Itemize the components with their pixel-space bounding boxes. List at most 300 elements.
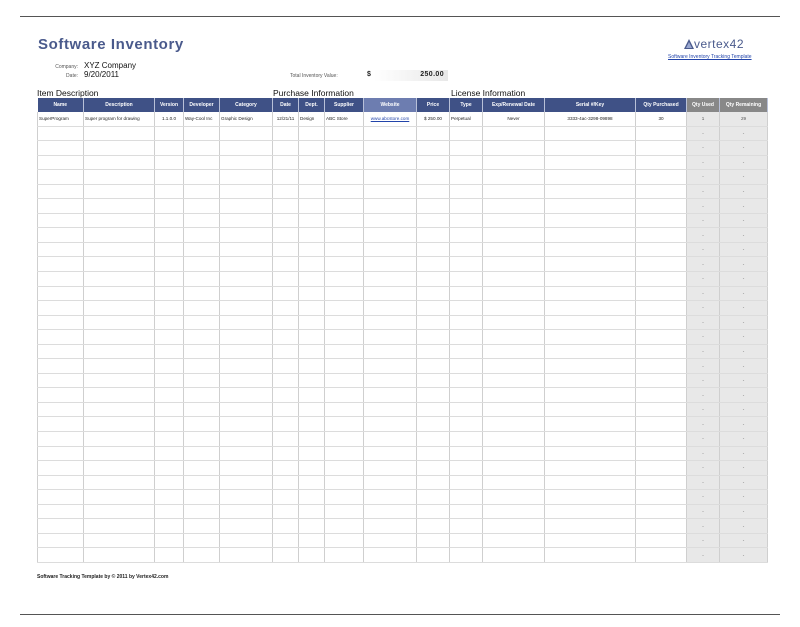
table-cell[interactable] [450, 272, 483, 287]
table-cell[interactable] [636, 359, 687, 374]
table-cell[interactable] [84, 519, 155, 534]
table-cell[interactable] [220, 519, 273, 534]
table-cell[interactable] [299, 199, 325, 214]
table-cell[interactable] [38, 315, 84, 330]
table-cell[interactable] [417, 272, 450, 287]
table-cell[interactable] [38, 344, 84, 359]
table-cell[interactable]: 30 [636, 112, 687, 126]
table-cell[interactable] [220, 141, 273, 156]
table-cell[interactable] [545, 359, 636, 374]
table-cell[interactable] [325, 228, 364, 243]
table-cell[interactable] [483, 548, 545, 563]
table-cell[interactable] [184, 388, 220, 403]
table-cell[interactable] [38, 242, 84, 257]
table-cell[interactable] [273, 228, 299, 243]
table-cell[interactable] [417, 155, 450, 170]
table-cell[interactable] [184, 213, 220, 228]
table-cell[interactable] [38, 461, 84, 476]
table-cell[interactable] [155, 548, 184, 563]
table-cell[interactable] [84, 141, 155, 156]
table-cell[interactable] [273, 417, 299, 432]
table-cell[interactable] [84, 301, 155, 316]
table-cell[interactable]: - [687, 286, 720, 301]
table-cell[interactable] [184, 548, 220, 563]
table-cell[interactable] [364, 199, 417, 214]
table-cell[interactable]: Design [299, 112, 325, 126]
table-cell[interactable] [450, 184, 483, 199]
table-cell[interactable]: - [720, 402, 768, 417]
table-cell[interactable] [84, 446, 155, 461]
table-cell[interactable] [636, 257, 687, 272]
table-cell[interactable] [545, 446, 636, 461]
table-cell[interactable]: - [687, 432, 720, 447]
table-cell[interactable] [364, 373, 417, 388]
table-cell[interactable] [184, 184, 220, 199]
table-cell[interactable] [299, 432, 325, 447]
table-cell[interactable] [325, 170, 364, 185]
table-cell[interactable]: ABC Store [325, 112, 364, 126]
table-cell[interactable]: - [687, 388, 720, 403]
table-cell[interactable] [220, 330, 273, 345]
table-cell[interactable] [450, 330, 483, 345]
table-cell[interactable] [417, 388, 450, 403]
table-cell[interactable]: - [687, 344, 720, 359]
table-cell[interactable] [636, 490, 687, 505]
table-cell[interactable] [483, 490, 545, 505]
table-cell[interactable] [220, 548, 273, 563]
table-cell[interactable] [364, 446, 417, 461]
table-cell[interactable] [184, 344, 220, 359]
table-cell[interactable] [417, 533, 450, 548]
table-cell[interactable] [155, 141, 184, 156]
table-cell[interactable] [184, 170, 220, 185]
table-cell[interactable]: - [687, 257, 720, 272]
table-cell[interactable] [220, 490, 273, 505]
table-cell[interactable] [545, 286, 636, 301]
table-cell[interactable] [545, 417, 636, 432]
company-value[interactable]: XYZ Company [84, 61, 137, 70]
table-cell[interactable] [84, 213, 155, 228]
table-cell[interactable] [636, 272, 687, 287]
table-cell[interactable] [417, 548, 450, 563]
table-cell[interactable] [483, 344, 545, 359]
table-cell[interactable] [273, 272, 299, 287]
table-cell[interactable] [184, 504, 220, 519]
table-cell[interactable] [155, 432, 184, 447]
table-cell[interactable] [417, 446, 450, 461]
table-cell[interactable]: - [720, 504, 768, 519]
table-cell[interactable]: - [687, 490, 720, 505]
table-cell[interactable] [184, 228, 220, 243]
table-cell[interactable] [545, 301, 636, 316]
table-cell[interactable]: - [720, 272, 768, 287]
table-cell[interactable] [483, 184, 545, 199]
table-cell[interactable] [220, 199, 273, 214]
table-cell[interactable] [155, 315, 184, 330]
table-cell[interactable] [450, 257, 483, 272]
table-cell[interactable] [184, 286, 220, 301]
table-cell[interactable] [636, 432, 687, 447]
table-cell[interactable] [38, 257, 84, 272]
table-cell[interactable] [155, 301, 184, 316]
table-cell[interactable] [364, 432, 417, 447]
table-cell[interactable] [483, 170, 545, 185]
table-cell[interactable] [417, 170, 450, 185]
table-cell[interactable] [417, 402, 450, 417]
table-cell[interactable] [636, 461, 687, 476]
table-cell[interactable] [325, 272, 364, 287]
table-cell[interactable] [325, 155, 364, 170]
table-cell[interactable] [184, 257, 220, 272]
table-cell[interactable]: Never [483, 112, 545, 126]
table-cell[interactable] [450, 344, 483, 359]
table-cell[interactable] [545, 490, 636, 505]
table-cell[interactable] [155, 461, 184, 476]
table-cell[interactable] [155, 344, 184, 359]
table-cell[interactable] [417, 199, 450, 214]
table-cell[interactable] [184, 199, 220, 214]
table-cell[interactable] [545, 242, 636, 257]
table-cell[interactable]: - [720, 330, 768, 345]
table-cell[interactable]: - [720, 199, 768, 214]
table-cell[interactable] [545, 126, 636, 141]
table-cell[interactable] [184, 242, 220, 257]
table-cell[interactable] [273, 533, 299, 548]
table-cell[interactable] [364, 301, 417, 316]
table-cell[interactable] [273, 519, 299, 534]
table-cell[interactable]: - [687, 504, 720, 519]
table-cell[interactable] [38, 286, 84, 301]
table-cell[interactable]: - [720, 155, 768, 170]
table-cell[interactable] [299, 504, 325, 519]
table-cell[interactable] [84, 504, 155, 519]
table-cell[interactable] [545, 504, 636, 519]
table-cell[interactable] [450, 417, 483, 432]
table-cell[interactable] [636, 199, 687, 214]
table-cell[interactable] [325, 184, 364, 199]
table-cell[interactable] [636, 417, 687, 432]
table-cell[interactable] [155, 373, 184, 388]
table-cell[interactable] [325, 432, 364, 447]
table-cell[interactable] [483, 141, 545, 156]
table-cell[interactable] [38, 548, 84, 563]
table-cell[interactable] [220, 315, 273, 330]
table-cell[interactable] [417, 417, 450, 432]
table-cell[interactable] [417, 344, 450, 359]
table-cell[interactable] [545, 272, 636, 287]
table-cell[interactable] [636, 504, 687, 519]
table-cell[interactable] [483, 475, 545, 490]
table-cell[interactable] [273, 184, 299, 199]
table-cell[interactable] [364, 461, 417, 476]
table-cell[interactable] [483, 373, 545, 388]
table-cell[interactable]: - [687, 199, 720, 214]
table-cell[interactable] [483, 417, 545, 432]
table-cell[interactable] [220, 533, 273, 548]
table-cell[interactable] [545, 388, 636, 403]
table-cell[interactable] [450, 446, 483, 461]
table-cell[interactable] [155, 519, 184, 534]
table-cell[interactable] [417, 126, 450, 141]
table-cell[interactable] [184, 432, 220, 447]
table-cell[interactable] [220, 402, 273, 417]
table-cell[interactable] [325, 548, 364, 563]
table-cell[interactable] [364, 330, 417, 345]
table-cell[interactable] [273, 213, 299, 228]
table-cell[interactable] [636, 548, 687, 563]
table-cell[interactable]: - [720, 315, 768, 330]
table-cell[interactable] [299, 475, 325, 490]
table-cell[interactable] [545, 461, 636, 476]
table-cell[interactable] [38, 519, 84, 534]
table-cell[interactable] [636, 184, 687, 199]
table-cell[interactable] [273, 388, 299, 403]
table-cell[interactable] [545, 184, 636, 199]
table-cell[interactable] [299, 330, 325, 345]
table-cell[interactable]: - [720, 388, 768, 403]
table-cell[interactable] [84, 402, 155, 417]
table-cell[interactable]: 29 [720, 112, 768, 126]
table-cell[interactable] [84, 242, 155, 257]
table-cell[interactable] [417, 373, 450, 388]
table-cell[interactable] [38, 141, 84, 156]
table-cell[interactable] [450, 359, 483, 374]
table-cell[interactable] [364, 242, 417, 257]
table-cell[interactable]: www.abcstore.com [364, 112, 417, 126]
table-cell[interactable] [636, 155, 687, 170]
table-cell[interactable] [325, 533, 364, 548]
table-cell[interactable] [38, 301, 84, 316]
table-cell[interactable] [38, 330, 84, 345]
table-cell[interactable] [325, 388, 364, 403]
table-cell[interactable] [450, 242, 483, 257]
table-cell[interactable] [364, 519, 417, 534]
table-cell[interactable] [450, 533, 483, 548]
table-cell[interactable] [84, 170, 155, 185]
table-cell[interactable] [325, 199, 364, 214]
table-cell[interactable] [325, 504, 364, 519]
table-cell[interactable] [450, 519, 483, 534]
table-cell[interactable] [184, 417, 220, 432]
table-cell[interactable] [450, 490, 483, 505]
table-cell[interactable] [38, 475, 84, 490]
table-cell[interactable] [299, 548, 325, 563]
table-cell[interactable] [84, 126, 155, 141]
table-cell[interactable] [273, 242, 299, 257]
table-cell[interactable] [545, 548, 636, 563]
table-cell[interactable] [299, 359, 325, 374]
table-cell[interactable] [155, 199, 184, 214]
table-cell[interactable] [364, 272, 417, 287]
table-cell[interactable] [273, 504, 299, 519]
table-cell[interactable] [220, 344, 273, 359]
table-cell[interactable] [364, 228, 417, 243]
table-cell[interactable] [450, 432, 483, 447]
table-cell[interactable] [155, 402, 184, 417]
table-cell[interactable] [155, 490, 184, 505]
table-cell[interactable] [155, 446, 184, 461]
table-cell[interactable] [636, 242, 687, 257]
table-cell[interactable] [417, 184, 450, 199]
table-cell[interactable]: - [720, 417, 768, 432]
table-cell[interactable] [636, 126, 687, 141]
date-value[interactable]: 9/20/2011 [84, 70, 119, 79]
table-cell[interactable] [364, 359, 417, 374]
table-cell[interactable] [450, 141, 483, 156]
table-cell[interactable] [364, 417, 417, 432]
table-cell[interactable] [483, 315, 545, 330]
table-cell[interactable] [545, 315, 636, 330]
table-cell[interactable] [483, 330, 545, 345]
table-cell[interactable] [325, 359, 364, 374]
table-cell[interactable] [545, 330, 636, 345]
table-cell[interactable] [636, 344, 687, 359]
table-cell[interactable] [545, 519, 636, 534]
table-cell[interactable] [273, 199, 299, 214]
table-cell[interactable]: - [720, 228, 768, 243]
table-cell[interactable] [417, 519, 450, 534]
table-cell[interactable] [155, 126, 184, 141]
table-cell[interactable]: - [687, 461, 720, 476]
table-cell[interactable] [483, 461, 545, 476]
table-cell[interactable] [299, 228, 325, 243]
table-cell[interactable]: - [720, 475, 768, 490]
table-cell[interactable]: - [687, 184, 720, 199]
table-cell[interactable] [84, 548, 155, 563]
table-cell[interactable] [325, 301, 364, 316]
table-cell[interactable] [417, 504, 450, 519]
table-cell[interactable] [299, 373, 325, 388]
table-cell[interactable]: - [687, 126, 720, 141]
table-cell[interactable]: - [720, 170, 768, 185]
table-cell[interactable] [84, 388, 155, 403]
table-cell[interactable]: $ 250.00 [417, 112, 450, 126]
table-cell[interactable] [636, 402, 687, 417]
table-cell[interactable] [299, 184, 325, 199]
table-cell[interactable] [636, 533, 687, 548]
table-cell[interactable]: - [687, 373, 720, 388]
table-cell[interactable] [299, 344, 325, 359]
table-cell[interactable] [38, 490, 84, 505]
table-cell[interactable] [84, 228, 155, 243]
table-cell[interactable] [299, 490, 325, 505]
table-cell[interactable] [184, 359, 220, 374]
table-cell[interactable] [220, 475, 273, 490]
table-cell[interactable] [220, 286, 273, 301]
table-cell[interactable] [155, 417, 184, 432]
table-cell[interactable] [364, 141, 417, 156]
table-cell[interactable] [636, 213, 687, 228]
table-cell[interactable] [273, 461, 299, 476]
table-cell[interactable]: 1 [687, 112, 720, 126]
table-cell[interactable] [84, 344, 155, 359]
table-cell[interactable] [155, 475, 184, 490]
table-cell[interactable] [38, 126, 84, 141]
table-cell[interactable] [184, 475, 220, 490]
table-cell[interactable] [299, 388, 325, 403]
table-cell[interactable] [273, 126, 299, 141]
table-cell[interactable]: - [720, 242, 768, 257]
table-cell[interactable] [364, 213, 417, 228]
table-cell[interactable]: - [687, 446, 720, 461]
table-cell[interactable] [325, 330, 364, 345]
table-cell[interactable] [545, 257, 636, 272]
table-cell[interactable]: 12/21/11 [273, 112, 299, 126]
table-cell[interactable] [273, 432, 299, 447]
table-cell[interactable] [417, 286, 450, 301]
table-cell[interactable] [545, 344, 636, 359]
table-cell[interactable]: - [720, 184, 768, 199]
table-cell[interactable]: - [720, 373, 768, 388]
table-cell[interactable] [220, 257, 273, 272]
table-cell[interactable] [364, 257, 417, 272]
table-cell[interactable] [184, 373, 220, 388]
table-cell[interactable] [220, 228, 273, 243]
table-cell[interactable] [38, 170, 84, 185]
table-cell[interactable] [84, 461, 155, 476]
table-cell[interactable] [155, 533, 184, 548]
table-cell[interactable] [220, 155, 273, 170]
table-cell[interactable] [299, 272, 325, 287]
table-cell[interactable] [84, 155, 155, 170]
table-cell[interactable] [184, 301, 220, 316]
table-cell[interactable] [325, 519, 364, 534]
table-cell[interactable] [299, 301, 325, 316]
table-cell[interactable] [417, 301, 450, 316]
table-cell[interactable] [184, 490, 220, 505]
table-cell[interactable] [84, 373, 155, 388]
table-cell[interactable] [636, 315, 687, 330]
table-cell[interactable] [325, 126, 364, 141]
table-cell[interactable] [84, 533, 155, 548]
table-cell[interactable] [450, 301, 483, 316]
table-cell[interactable] [299, 141, 325, 156]
table-cell[interactable] [364, 504, 417, 519]
table-cell[interactable] [417, 330, 450, 345]
table-cell[interactable]: - [687, 170, 720, 185]
table-cell[interactable] [84, 184, 155, 199]
table-cell[interactable] [184, 155, 220, 170]
table-cell[interactable] [364, 184, 417, 199]
table-cell[interactable] [450, 373, 483, 388]
table-cell[interactable] [417, 490, 450, 505]
table-cell[interactable]: - [687, 315, 720, 330]
table-cell[interactable]: - [720, 141, 768, 156]
table-cell[interactable]: - [687, 213, 720, 228]
table-cell[interactable]: Super program for drawing [84, 112, 155, 126]
table-cell[interactable] [220, 461, 273, 476]
table-cell[interactable]: - [720, 286, 768, 301]
table-cell[interactable]: Graphic Design [220, 112, 273, 126]
table-cell[interactable] [450, 388, 483, 403]
table-cell[interactable] [483, 213, 545, 228]
table-cell[interactable] [417, 315, 450, 330]
table-cell[interactable] [545, 432, 636, 447]
table-cell[interactable] [450, 402, 483, 417]
table-cell[interactable] [38, 213, 84, 228]
table-cell[interactable] [483, 228, 545, 243]
table-cell[interactable] [220, 272, 273, 287]
table-cell[interactable]: Perpetual [450, 112, 483, 126]
table-cell[interactable] [636, 301, 687, 316]
table-cell[interactable]: - [687, 141, 720, 156]
table-cell[interactable] [417, 461, 450, 476]
table-cell[interactable] [325, 373, 364, 388]
table-cell[interactable]: - [687, 548, 720, 563]
table-cell[interactable] [299, 417, 325, 432]
table-cell[interactable] [38, 432, 84, 447]
table-cell[interactable] [155, 170, 184, 185]
